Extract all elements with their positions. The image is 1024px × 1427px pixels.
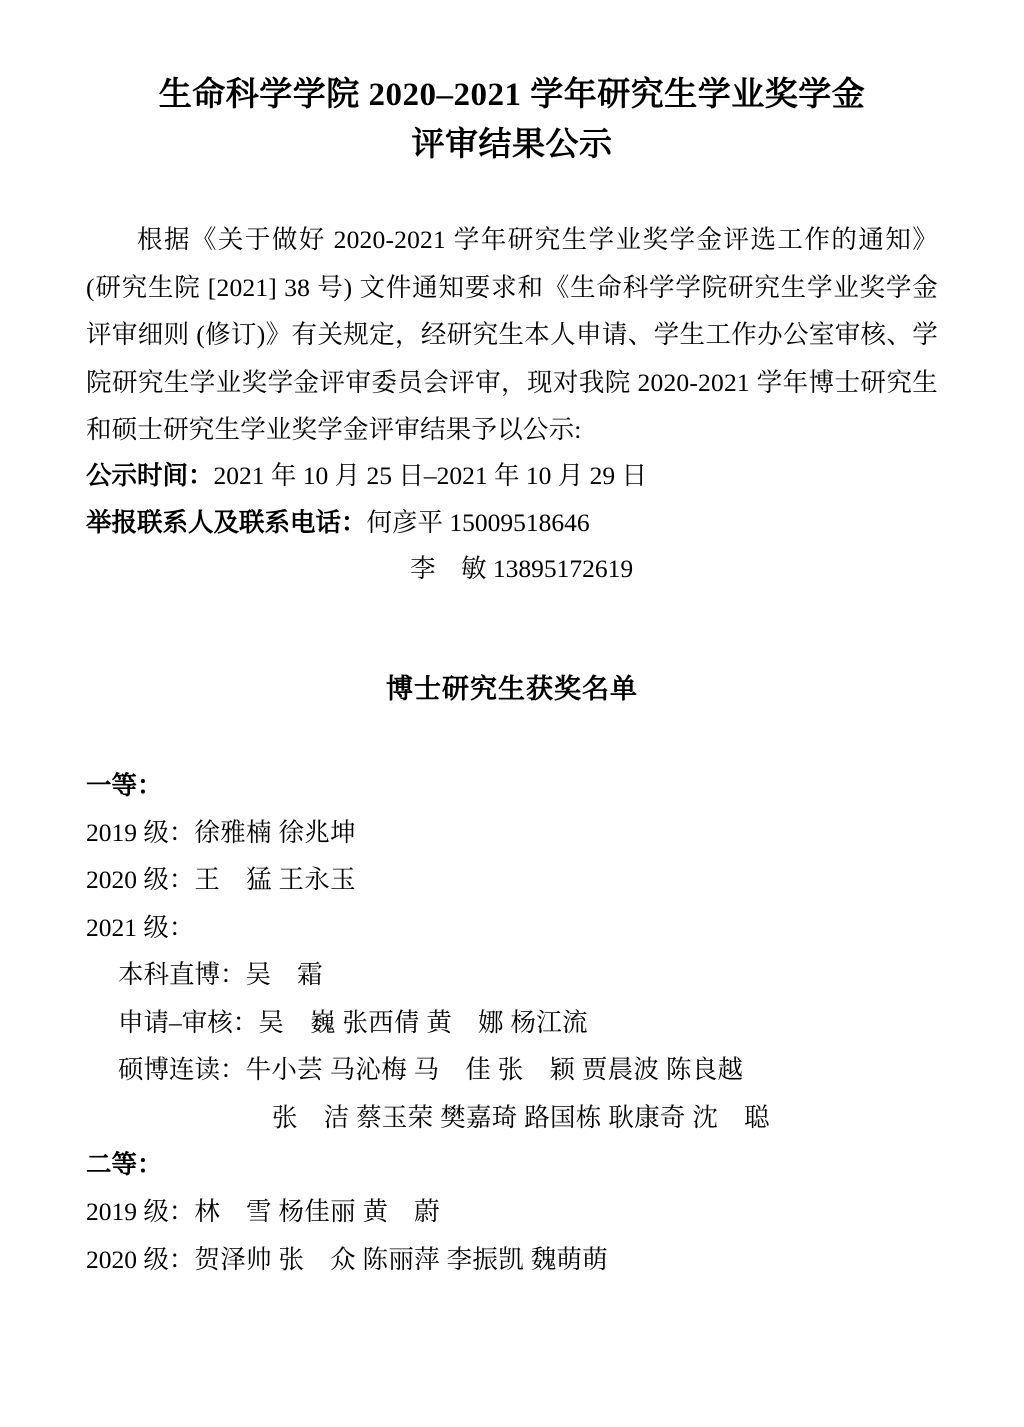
award-group-second-prize (86, 1141, 938, 1283)
report-contact-line (86, 500, 938, 546)
entry-label: 2020 级： (86, 865, 195, 895)
grade-label-second: 二等： (86, 1150, 163, 1180)
list-item (86, 951, 938, 998)
report-contact-value: 何彦平 15009518646 (366, 507, 590, 537)
page-title-line-2: 评审结果公示 (411, 127, 613, 164)
entry-names: 王 猛 王永玉 (194, 865, 356, 895)
intro-paragraph: 根据《关于做好 2020-2021 学年研究生学业奖学金评选工作的通知》(研究生院 [2021] 38 号) 文件通知要求和《生命科学学院研究生学业奖学金评审细则 (修订)》有关规定，经研究生本人申请、学生工作办公室审核、学院研究生学业奖学金评审委员会评审，现对我院 2020-2021 学年博士研究生和硕士研究生学业奖学金评审结果予以公示: (86, 225, 938, 444)
entry-names: 徐雅楠 徐兆坤 (194, 818, 356, 848)
entry-label: 本科直博： (118, 960, 246, 990)
report-contact-label: 举报联系人及联系电话： (86, 507, 367, 537)
entry-names: 贺泽帅 张 众 陈丽萍 李振凯 魏萌萌 (194, 1244, 609, 1274)
entry-label: 2019 级： (86, 818, 195, 848)
award-group-first-prize (86, 762, 938, 1141)
intro-section (86, 216, 938, 592)
list-item (86, 1094, 938, 1141)
list-item (86, 1236, 938, 1283)
entry-names: 林 雪 杨佳丽 黄 蔚 (194, 1197, 440, 1227)
list-item (86, 904, 938, 951)
award-list (86, 762, 938, 1284)
publicity-period-value: 2021 年 10 月 25 日–2021 年 10 月 29 日 (213, 461, 648, 491)
publicity-period-label: 公示时间： (86, 461, 214, 491)
entry-names: 牛小芸 马沁梅 马 佳 张 颖 贾晨波 陈良越 (245, 1055, 744, 1085)
entry-label: 2019 级： (86, 1197, 195, 1227)
entry-names: 吴 巍 张西倩 黄 娜 杨江流 (258, 1007, 588, 1037)
list-item (86, 856, 938, 903)
list-item (86, 999, 938, 1046)
section-title-doctoral-list: 博士研究生获奖名单 (386, 673, 638, 704)
entry-label: 硕博连读： (118, 1055, 246, 1085)
report-contact-value-2: 李 敏 13895172619 (410, 554, 634, 584)
page-title (106, 70, 918, 170)
list-item (86, 809, 938, 856)
entry-names: 吴 霜 (245, 960, 323, 990)
publicity-period-line (86, 453, 938, 499)
entry-label: 申请–审核： (118, 1007, 259, 1037)
report-contact-line-2 (86, 546, 938, 592)
entry-names: 张 洁 蔡玉荣 樊嘉琦 路国栋 耿康奇 沈 聪 (272, 1102, 770, 1132)
entry-label: 2021 级： (86, 912, 195, 942)
list-item (86, 1046, 938, 1093)
grade-label-first: 一等： (86, 770, 163, 800)
list-item (86, 1188, 938, 1235)
page-title-line-1: 生命科学学院 2020–2021 学年研究生学业奖学金 (158, 77, 866, 113)
entry-label: 2020 级： (86, 1244, 195, 1274)
